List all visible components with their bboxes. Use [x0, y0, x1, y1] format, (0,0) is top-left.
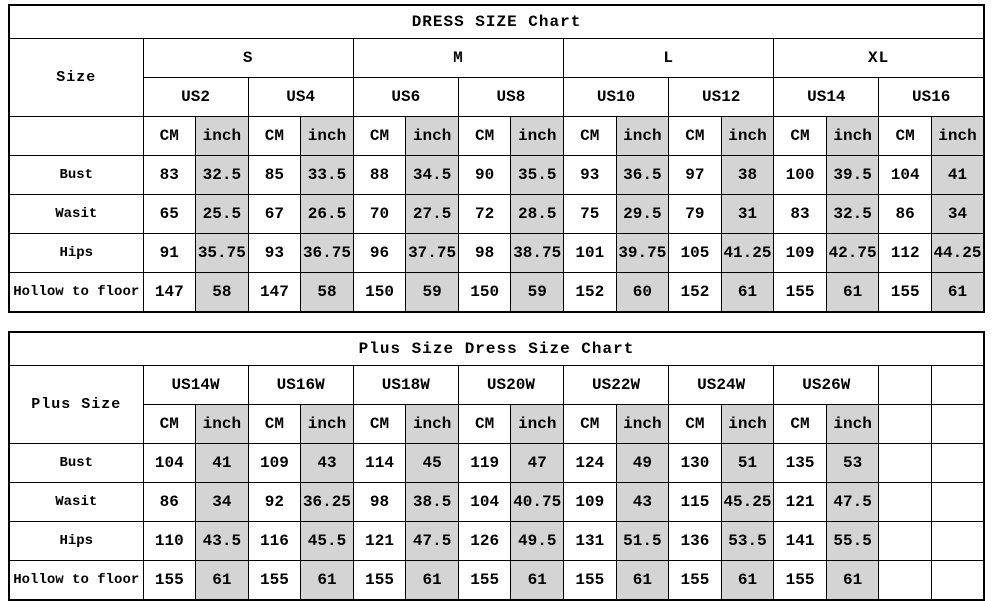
value-cm: 90 — [458, 156, 511, 195]
unit-header-cm: CM — [143, 405, 196, 444]
value-cm: 150 — [353, 273, 406, 313]
value-cm: 152 — [669, 273, 722, 313]
unit-header-inch: inch — [826, 405, 879, 444]
value-cm: 150 — [458, 273, 511, 313]
value-cm: 104 — [879, 156, 932, 195]
empty-cell — [879, 366, 932, 405]
unit-header-cm: CM — [458, 117, 511, 156]
unit-header-cm: CM — [669, 117, 722, 156]
value-inch: 33.5 — [301, 156, 354, 195]
unit-header-inch: inch — [196, 117, 249, 156]
value-inch: 51.5 — [616, 522, 669, 561]
value-cm: 131 — [564, 522, 617, 561]
empty-cell — [879, 405, 932, 444]
us-size-header: US16 — [879, 78, 984, 117]
value-cm: 75 — [564, 195, 617, 234]
value-inch: 59 — [511, 273, 564, 313]
unit-header-cm: CM — [353, 405, 406, 444]
us-size-header: US24W — [669, 366, 774, 405]
table-title: Plus Size Dress Size Chart — [9, 332, 984, 366]
value-inch: 61 — [826, 561, 879, 601]
plus-size-corner-label: Plus Size — [9, 366, 143, 444]
empty-label-cell — [9, 117, 143, 156]
value-inch: 45 — [406, 444, 459, 483]
value-inch: 25.5 — [196, 195, 249, 234]
measurement-row-label: Wasit — [9, 195, 143, 234]
value-cm: 121 — [353, 522, 406, 561]
value-inch: 61 — [616, 561, 669, 601]
unit-header-inch: inch — [931, 117, 984, 156]
unit-header-inch: inch — [616, 117, 669, 156]
size-group-header: S — [143, 39, 353, 78]
unit-header-inch: inch — [406, 405, 459, 444]
value-cm: 155 — [879, 273, 932, 313]
us-size-header: US12 — [669, 78, 774, 117]
value-inch: 38 — [721, 156, 774, 195]
value-inch: 39.75 — [616, 234, 669, 273]
value-cm: 83 — [774, 195, 827, 234]
value-inch: 38.5 — [406, 483, 459, 522]
size-corner-label: Size — [9, 39, 143, 117]
value-inch: 34 — [931, 195, 984, 234]
value-cm: 91 — [143, 234, 196, 273]
value-inch: 49.5 — [511, 522, 564, 561]
value-cm: 135 — [774, 444, 827, 483]
measurement-row-label: Hollow to floor — [9, 273, 143, 313]
value-inch: 36.25 — [301, 483, 354, 522]
unit-header-inch: inch — [826, 117, 879, 156]
value-cm: 147 — [248, 273, 301, 313]
value-cm: 93 — [248, 234, 301, 273]
empty-cell — [931, 366, 984, 405]
us-size-header: US10 — [564, 78, 669, 117]
unit-header-inch: inch — [721, 405, 774, 444]
value-cm: 88 — [353, 156, 406, 195]
value-cm: 98 — [353, 483, 406, 522]
value-cm: 136 — [669, 522, 722, 561]
empty-cell — [931, 405, 984, 444]
value-inch: 41 — [931, 156, 984, 195]
value-inch: 38.75 — [511, 234, 564, 273]
value-inch: 32.5 — [826, 195, 879, 234]
us-size-header: US2 — [143, 78, 248, 117]
value-inch: 45.5 — [301, 522, 354, 561]
unit-header-cm: CM — [248, 117, 301, 156]
value-cm: 72 — [458, 195, 511, 234]
value-inch: 36.5 — [616, 156, 669, 195]
us-size-header: US18W — [353, 366, 458, 405]
unit-header-cm: CM — [774, 405, 827, 444]
value-inch: 43 — [616, 483, 669, 522]
empty-cell — [879, 522, 932, 561]
empty-cell — [931, 522, 984, 561]
us-size-header: US6 — [353, 78, 458, 117]
empty-cell — [931, 561, 984, 601]
value-cm: 104 — [458, 483, 511, 522]
value-cm: 116 — [248, 522, 301, 561]
value-inch: 34.5 — [406, 156, 459, 195]
value-inch: 37.75 — [406, 234, 459, 273]
value-cm: 109 — [564, 483, 617, 522]
value-inch: 61 — [721, 273, 774, 313]
value-cm: 86 — [143, 483, 196, 522]
value-inch: 47 — [511, 444, 564, 483]
value-cm: 97 — [669, 156, 722, 195]
value-cm: 115 — [669, 483, 722, 522]
value-inch: 42.75 — [826, 234, 879, 273]
unit-header-cm: CM — [564, 117, 617, 156]
value-cm: 105 — [669, 234, 722, 273]
value-inch: 61 — [301, 561, 354, 601]
measurement-row-label: Hips — [9, 522, 143, 561]
value-inch: 40.75 — [511, 483, 564, 522]
value-cm: 141 — [774, 522, 827, 561]
value-cm: 110 — [143, 522, 196, 561]
value-cm: 155 — [353, 561, 406, 601]
unit-header-cm: CM — [774, 117, 827, 156]
value-cm: 155 — [774, 273, 827, 313]
value-inch: 43.5 — [196, 522, 249, 561]
unit-header-inch: inch — [301, 405, 354, 444]
value-inch: 43 — [301, 444, 354, 483]
unit-header-cm: CM — [353, 117, 406, 156]
unit-header-cm: CM — [879, 117, 932, 156]
value-inch: 53.5 — [721, 522, 774, 561]
value-cm: 79 — [669, 195, 722, 234]
value-inch: 35.5 — [511, 156, 564, 195]
unit-header-inch: inch — [616, 405, 669, 444]
value-cm: 70 — [353, 195, 406, 234]
value-inch: 34 — [196, 483, 249, 522]
value-inch: 51 — [721, 444, 774, 483]
value-inch: 58 — [301, 273, 354, 313]
unit-header-cm: CM — [564, 405, 617, 444]
value-cm: 86 — [879, 195, 932, 234]
empty-cell — [931, 483, 984, 522]
value-inch: 45.25 — [721, 483, 774, 522]
unit-header-cm: CM — [143, 117, 196, 156]
value-cm: 83 — [143, 156, 196, 195]
value-inch: 61 — [196, 561, 249, 601]
value-cm: 155 — [143, 561, 196, 601]
value-inch: 44.25 — [931, 234, 984, 273]
value-cm: 67 — [248, 195, 301, 234]
unit-header-inch: inch — [511, 405, 564, 444]
value-inch: 49 — [616, 444, 669, 483]
value-cm: 152 — [564, 273, 617, 313]
value-cm: 93 — [564, 156, 617, 195]
measurement-row-label: Bust — [9, 156, 143, 195]
value-cm: 119 — [458, 444, 511, 483]
us-size-header: US16W — [248, 366, 353, 405]
value-cm: 155 — [774, 561, 827, 601]
value-cm: 147 — [143, 273, 196, 313]
value-cm: 155 — [458, 561, 511, 601]
value-cm: 121 — [774, 483, 827, 522]
us-size-header: US20W — [458, 366, 563, 405]
value-cm: 126 — [458, 522, 511, 561]
size-group-header: M — [353, 39, 563, 78]
value-cm: 92 — [248, 483, 301, 522]
value-cm: 124 — [564, 444, 617, 483]
value-inch: 27.5 — [406, 195, 459, 234]
us-size-header: US14 — [774, 78, 879, 117]
value-cm: 85 — [248, 156, 301, 195]
us-size-header: US4 — [248, 78, 353, 117]
value-inch: 47.5 — [406, 522, 459, 561]
value-inch: 28.5 — [511, 195, 564, 234]
us-size-header: US8 — [458, 78, 563, 117]
unit-header-inch: inch — [721, 117, 774, 156]
empty-cell — [879, 561, 932, 601]
value-inch: 53 — [826, 444, 879, 483]
value-inch: 36.75 — [301, 234, 354, 273]
empty-cell — [879, 483, 932, 522]
unit-header-cm: CM — [669, 405, 722, 444]
value-inch: 61 — [721, 561, 774, 601]
value-cm: 100 — [774, 156, 827, 195]
value-inch: 31 — [721, 195, 774, 234]
size-group-header: L — [564, 39, 774, 78]
value-cm: 104 — [143, 444, 196, 483]
unit-header-inch: inch — [196, 405, 249, 444]
value-cm: 109 — [774, 234, 827, 273]
value-inch: 60 — [616, 273, 669, 313]
value-cm: 130 — [669, 444, 722, 483]
value-inch: 35.75 — [196, 234, 249, 273]
value-inch: 61 — [406, 561, 459, 601]
value-inch: 32.5 — [196, 156, 249, 195]
value-cm: 155 — [669, 561, 722, 601]
unit-header-cm: CM — [458, 405, 511, 444]
unit-header-cm: CM — [248, 405, 301, 444]
plus-size-dress-chart-table — [8, 331, 985, 601]
value-cm: 109 — [248, 444, 301, 483]
value-cm: 155 — [564, 561, 617, 601]
unit-header-inch: inch — [301, 117, 354, 156]
value-cm: 98 — [458, 234, 511, 273]
value-inch: 41.25 — [721, 234, 774, 273]
value-inch: 26.5 — [301, 195, 354, 234]
value-inch: 61 — [826, 273, 879, 313]
value-cm: 114 — [353, 444, 406, 483]
size-group-header: XL — [774, 39, 984, 78]
value-inch: 29.5 — [616, 195, 669, 234]
value-cm: 155 — [248, 561, 301, 601]
measurement-row-label: Hollow to floor — [9, 561, 143, 601]
value-cm: 65 — [143, 195, 196, 234]
value-inch: 39.5 — [826, 156, 879, 195]
unit-header-inch: inch — [511, 117, 564, 156]
value-inch: 47.5 — [826, 483, 879, 522]
us-size-header: US22W — [564, 366, 669, 405]
value-inch: 61 — [931, 273, 984, 313]
us-size-header: US14W — [143, 366, 248, 405]
empty-cell — [879, 444, 932, 483]
value-cm: 112 — [879, 234, 932, 273]
value-inch: 59 — [406, 273, 459, 313]
table-title: DRESS SIZE Chart — [9, 5, 984, 39]
value-inch: 55.5 — [826, 522, 879, 561]
value-cm: 101 — [564, 234, 617, 273]
measurement-row-label: Wasit — [9, 483, 143, 522]
measurement-row-label: Bust — [9, 444, 143, 483]
value-inch: 58 — [196, 273, 249, 313]
dress-size-chart-table — [8, 4, 985, 313]
us-size-header: US26W — [774, 366, 879, 405]
value-inch: 61 — [511, 561, 564, 601]
value-inch: 41 — [196, 444, 249, 483]
value-cm: 96 — [353, 234, 406, 273]
empty-cell — [931, 444, 984, 483]
unit-header-inch: inch — [406, 117, 459, 156]
measurement-row-label: Hips — [9, 234, 143, 273]
